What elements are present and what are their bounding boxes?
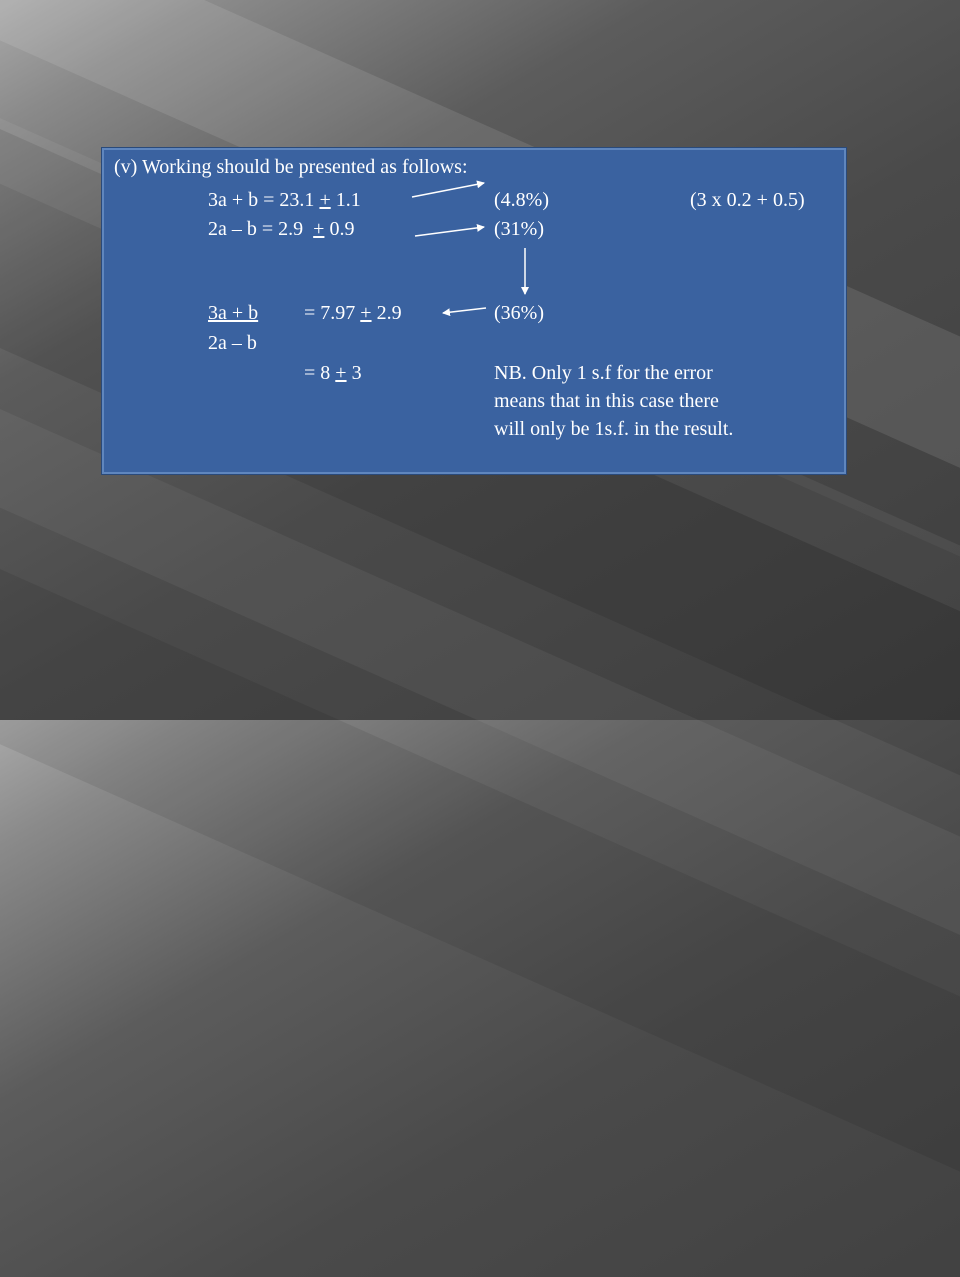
arrow-right-1 — [412, 183, 484, 197]
result-1-percent: (36%) — [494, 302, 544, 324]
equation-1: 3a + b = 23.1 + 1.1 — [208, 189, 361, 211]
heading: (v) Working should be presented as follows: — [114, 156, 468, 178]
nb-line-3: will only be 1s.f. in the result. — [494, 418, 734, 440]
result-1: = 7.97 + 2.9 — [304, 302, 402, 324]
equation-1-percent: (4.8%) — [494, 189, 549, 211]
fraction-numerator: 3a + b — [208, 302, 259, 324]
equation-2: 2a – b = 2.9 + 0.9 — [208, 218, 355, 240]
nb-line-2: means that in this case there — [494, 390, 719, 412]
result-2: = 8 + 3 — [304, 362, 362, 384]
nb-line-1: NB. Only 1 s.f for the error — [494, 362, 713, 384]
equation-1-note: (3 x 0.2 + 0.5) — [690, 189, 805, 211]
arrow-right-2 — [415, 227, 484, 236]
fraction-denominator: 2a – b — [208, 332, 257, 354]
equation-2-percent: (31%) — [494, 218, 544, 240]
arrow-left — [443, 308, 486, 313]
